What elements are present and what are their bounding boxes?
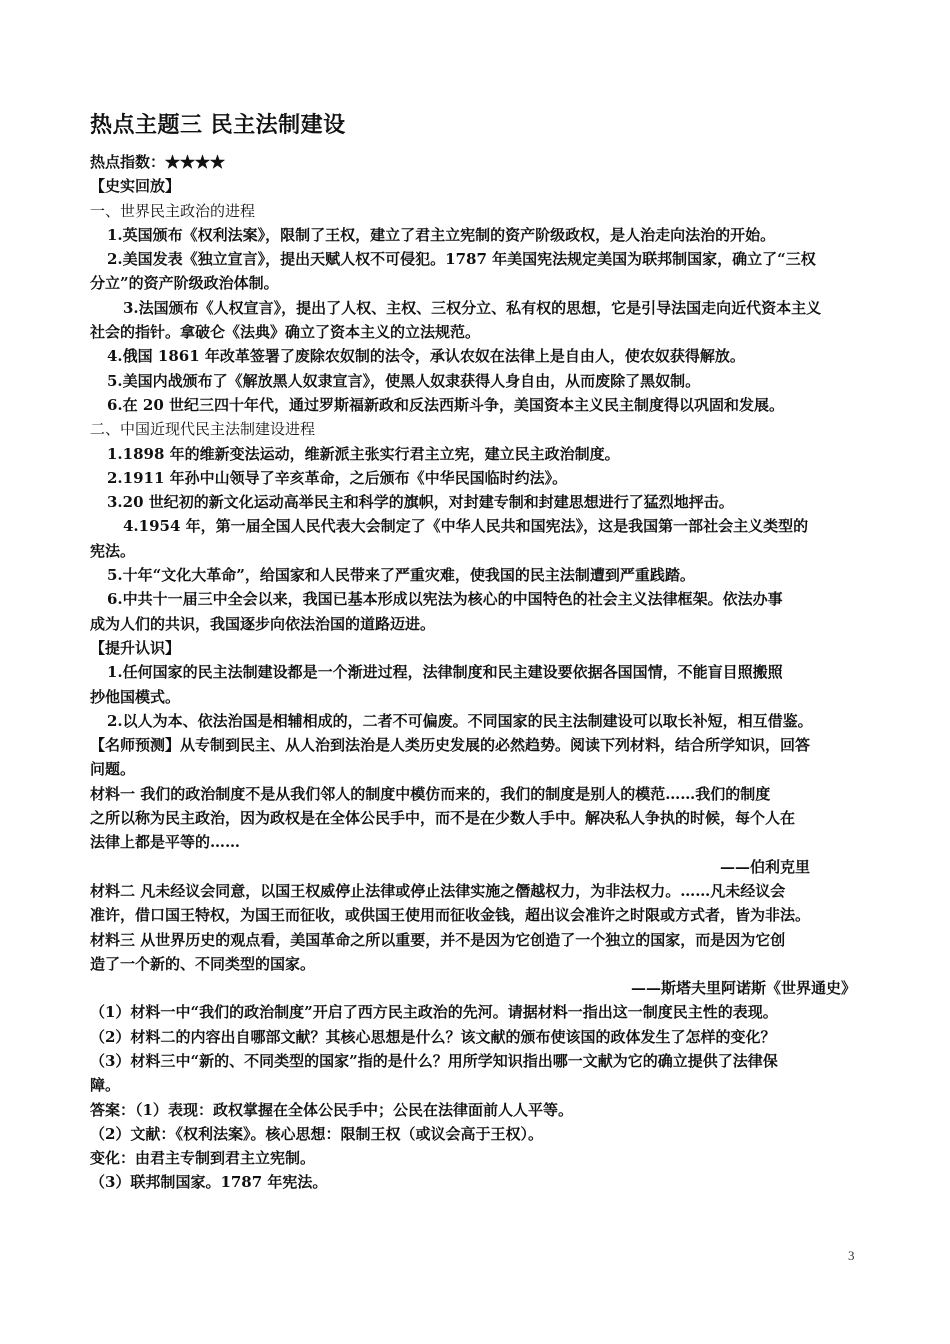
section-history-heading: 【史实回放】 [90,177,181,196]
china-item-5: 5.十年“文化大革命”，给国家和人民带来了严重灾难，使我国的民主法制遭到严重践踏。 [107,566,695,585]
insight-item-1-line2: 抄他国模式。 [90,687,181,706]
answer-2: （2）文献：《权利法案》。核心思想：限制王权（或议会高于王权）。 [90,1124,543,1143]
material-3-source: ——斯塔夫里阿诺斯《世界通史》 [630,979,856,998]
china-item-2: 2.1911 年孙中山领导了辛亥革命，之后颁布《中华民国临时约法》。 [107,468,568,487]
material-2-line1: 材料二 凡未经议会同意，以国王权威停止法律或停止法律实施之僭越权力，为非法权力。……凡未经议会 [90,881,786,900]
china-item-6-line1: 6.中共十一届三中全会以来，我国已基本形成以宪法为核心的中国特色的社会主义法律框架。依法办事 [107,590,783,609]
question-3-line1: （3）材料三中“新的、不同类型的国家”指的是什么？用所学知识指出哪一文献为它的确立提供了法律保 [90,1051,778,1070]
insight-item-1-line1: 1.任何国家的民主法制建设都是一个渐进过程，法律制度和民主建设要依据各国国情，不能盲目照搬照 [107,663,783,682]
china-item-1: 1.1898 年的维新变法运动，维新派主张实行君主立宪，建立民主政治制度。 [107,444,620,463]
material-1-source: ——伯利克里 [719,857,810,876]
history-item-2-line1: 2.美国发表《独立宣言》，提出天赋人权不可侵犯。1787 年美国宪法规定美国为联邦制国家，确立了“三权 [107,250,816,269]
material-1-line2: 之所以称为民主政治，因为政权是在全体公民手中，而不是在少数人手中。解决私人争执的时候，每个人在 [90,809,796,828]
china-item-3: 3.20 世纪初的新文化运动高举民主和科学的旗帜，对封建专制和封建思想进行了猛烈地抨击。 [107,493,734,512]
question-3-line2: 障。 [90,1076,121,1095]
material-1-line3: 法律上都是平等的…… [90,833,241,852]
material-2-line2: 准许，借口国王特权，为国王而征收，或供国王使用而征收金钱，超出议会准许之时限或方式者，皆为非法。 [90,906,811,925]
part1-heading: 一、世界民主政治的进程 [90,201,256,220]
hot-index: 热点指数：★★★★ [90,153,226,171]
document-body [90,150,862,1195]
china-item-4-line1: 4.1954 年，第一届全国人民代表大会制定了《中华人民共和国宪法》，这是我国第一部社会主义类型的 [123,517,809,536]
prediction-line2: 问题。 [90,760,136,779]
insight-item-2: 2.以人为本、依法治国是相辅相成的，二者不可偏废。不同国家的民主法制建设可以取长补短，相互借鉴。 [107,711,813,730]
history-item-6: 6.在 20 世纪三四十年代，通过罗斯福新政和反法西斯斗争，美国资本主义民主制度得以巩固和发展。 [107,395,784,414]
history-item-3-line2: 社会的指针。拿破仑《法典》确立了资本主义的立法规范。 [90,323,481,342]
history-item-3-line1: 3.法国颁布《人权宣言》，提出了人权、主权、三权分立、私有权的思想，它是引导法国走向近代资本主义 [123,298,822,317]
section-insight-heading: 【提升认识】 [90,638,181,657]
page-title: 热点主题三 民主法制建设 [90,113,346,138]
answer-4: （3）联邦制国家。1787 年宪法。 [90,1173,328,1192]
answer-1: 答案：（1）表现：政权掌握在全体公民手中；公民在法律面前人人平等。 [90,1100,573,1119]
china-item-4-line2: 宪法。 [90,541,136,560]
question-1: （1）材料一中“我们的政治制度”开启了西方民主政治的先河。请据材料一指出这一制度民主性的表现。 [90,1003,778,1022]
history-item-2-line2: 分立”的资产阶级政治体制。 [90,274,279,293]
history-item-5: 5.美国内战颁布了《解放黑人奴隶宣言》，使黑人奴隶获得人身自由，从而废除了黑奴制。 [107,371,701,390]
material-3-line1: 材料三 从世界历史的观点看，美国革命之所以重要，并不是因为它创造了一个独立的国家，而是因为它创 [90,930,786,949]
material-1-line1: 材料一 我们的政治制度不是从我们邻人的制度中模仿而来的，我们的制度是别人的模范……我们的制度 [90,784,771,803]
part2-heading: 二、中国近现代民主法制建设进程 [90,420,316,439]
history-item-4: 4.俄国 1861 年改革签署了废除农奴制的法令，承认农奴在法律上是自由人，使农奴获得解放。 [107,347,745,366]
answer-3: 变化：由君主专制到君主立宪制。 [90,1149,316,1168]
question-2: （2）材料二的内容出自哪部文献？其核心思想是什么？该文献的颁布使该国的政体发生了怎样的变化？ [90,1027,776,1046]
page-number: 3 [848,1248,855,1263]
material-3-line2: 造了一个新的、不同类型的国家。 [90,954,316,973]
prediction-line1: 【名师预测】从专制到民主、从人治到法治是人类历史发展的必然趋势。阅读下列材料，结合所学知识，回答 [90,736,811,755]
china-item-6-line2: 成为人们的共识，我国逐步向依法治国的道路迈进。 [90,614,436,633]
history-item-1: 1.英国颁布《权利法案》，限制了王权，建立了君主立宪制的资产阶级政权，是人治走向法治的开始。 [107,225,776,244]
